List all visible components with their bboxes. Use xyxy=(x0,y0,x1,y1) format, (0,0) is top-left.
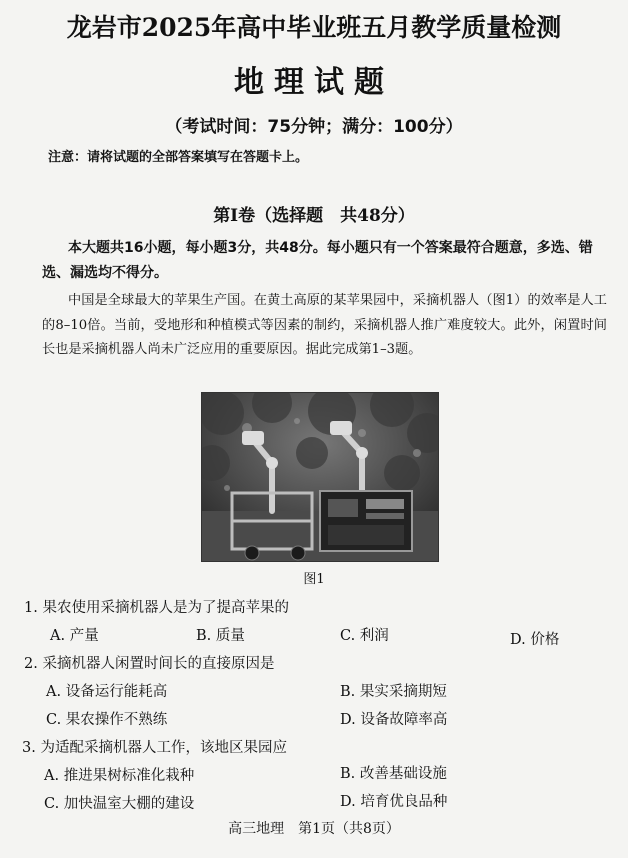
question-3-option-b: B. 改善基础设施 xyxy=(340,766,447,782)
section-instructions: 本大题共16小题，每小题3分，共48分。每小题只有一个答案最符合题意，多选、错选、漏选均不得分。 xyxy=(42,240,593,281)
question-1-option-a: A. 产量 xyxy=(50,628,99,644)
question-1-option-b: B. 质量 xyxy=(196,628,245,644)
answer-notice: 注意：请将试题的全部答案填写在答题卡上。 xyxy=(48,150,309,165)
robot-photo-illustration xyxy=(202,393,438,561)
question-2-option-b: B. 果实采摘期短 xyxy=(340,684,447,700)
question-1-option-c: C. 利润 xyxy=(340,628,389,644)
page-footer: 高三地理 第1页（共8页） xyxy=(228,821,400,837)
question-2-option-d: D. 设备故障率高 xyxy=(340,712,448,728)
question-3-option-d: D. 培育优良品种 xyxy=(340,794,448,810)
section-title: 第Ⅰ卷（选择题 共48分） xyxy=(213,206,415,226)
exam-title: 龙岩市2025年高中毕业班五月教学质量检测 xyxy=(66,13,562,42)
figure-caption: 图1 xyxy=(303,572,325,587)
reading-passage: 中国是全球最大的苹果生产国。在黄土高原的某苹果园中，采摘机器人（图1）的效率是人工的8–10倍。当前，受地形和种植模式等因素的制约，采摘机器人推广难度较大。此外，闲置时间长也是采摘机器人尚未广泛应用的重要原因。据此完成第1–3题。 xyxy=(42,293,607,357)
subject-title: 地理试题 xyxy=(234,65,394,100)
question-3-option-a: A. 推进果树标准化栽种 xyxy=(44,768,195,784)
question-2-option-a: A. 设备运行能耗高 xyxy=(46,684,168,700)
question-1-stem: 1. 果农使用采摘机器人是为了提高苹果的 xyxy=(24,600,289,616)
question-2-stem: 2. 采摘机器人闲置时间长的直接原因是 xyxy=(24,656,275,672)
question-3-option-c: C. 加快温室大棚的建设 xyxy=(44,796,195,812)
question-3-stem: 3. 为适配采摘机器人工作，该地区果园应 xyxy=(22,740,287,756)
question-1-option-d: D. 价格 xyxy=(510,632,560,648)
exam-info: （考试时间：75分钟；满分：100分） xyxy=(165,117,463,137)
figure-1-photo xyxy=(201,392,439,562)
question-2-option-c: C. 果农操作不熟练 xyxy=(46,712,168,728)
